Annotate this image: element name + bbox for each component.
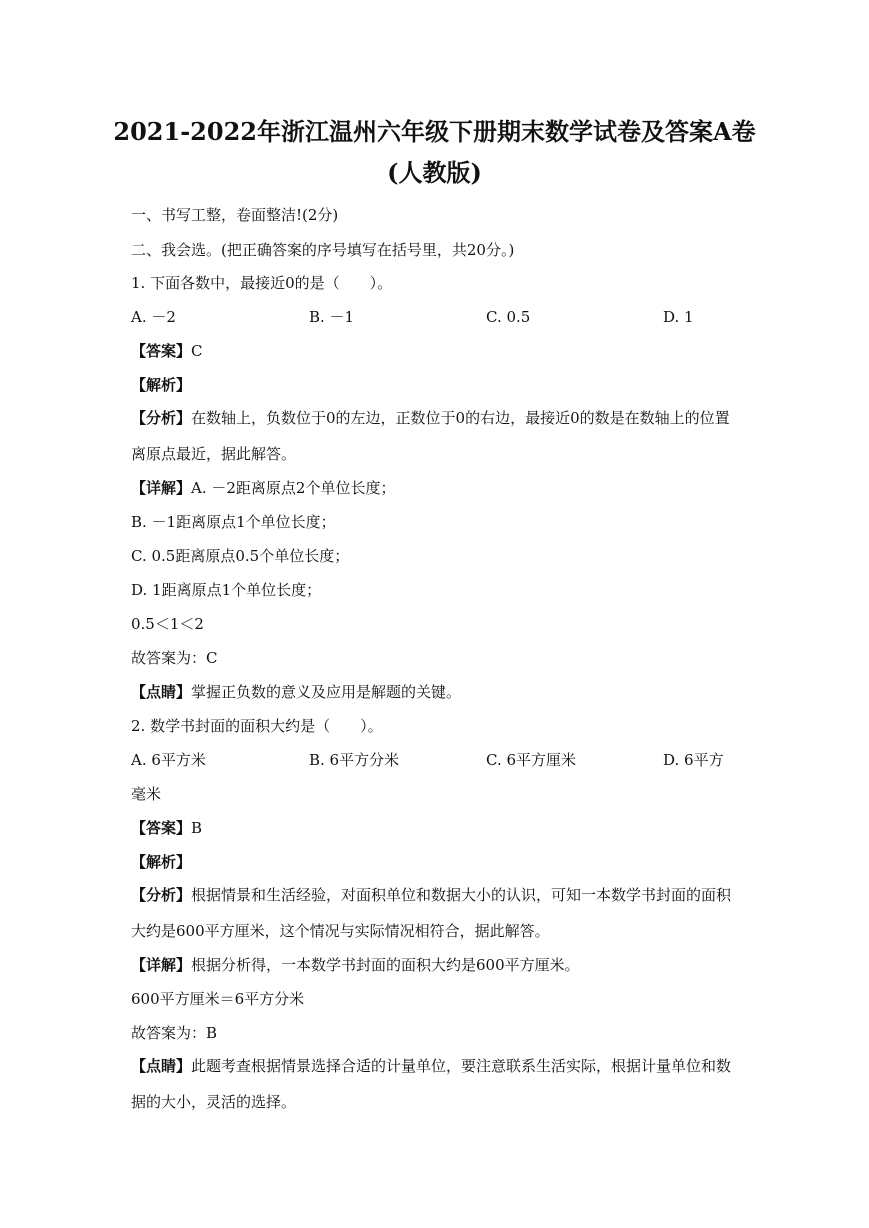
q1-compare: 0.5＜1＜2: [131, 615, 204, 633]
q1-fenxi-text: 在数轴上，负数位于0的左边，正数位于0的右边，最接近0的数是在数轴上的位置离原点最近，据此解答。: [131, 409, 730, 463]
section-handwriting: 一、书写工整，卷面整洁!(2分): [131, 206, 339, 224]
q2-fenxi-tag: 【分析】: [131, 886, 192, 904]
q2-analysis-tag: 【解析】: [131, 853, 192, 871]
q2-fenxi-text: 根据情景和生活经验，对面积单位和数据大小的认识，可知一本数学书封面的面积大约是600平方厘米，这个情况与实际情况相符合，据此解答。: [131, 886, 732, 940]
q2-option-d-wrap: 毫米: [131, 785, 162, 803]
q1-option-d: D. 1: [663, 308, 694, 326]
q1-xiangjie-text: A. －2距离原点2个单位长度；: [191, 479, 396, 497]
document-title-line1: 2021-2022年浙江温州六年级下册期末数学试卷及答案A卷: [113, 117, 756, 146]
q1-fenxi-tag: 【分析】: [131, 409, 192, 427]
q2-dianjing-tag: 【点睛】: [131, 1057, 192, 1075]
q1-xiangjie-tag: 【详解】: [131, 479, 192, 497]
q1-option-c: C. 0.5: [486, 308, 531, 326]
q2-option-c: C. 6平方厘米: [486, 751, 577, 769]
q2-convert: 600平方厘米＝6平方分米: [131, 990, 305, 1008]
q2-answer-tag: 【答案】: [131, 819, 192, 837]
q1-answer-value: C: [191, 342, 203, 360]
q1-line-c: C. 0.5距离原点0.5个单位长度；: [131, 547, 350, 565]
q1-dianjing: [131, 682, 461, 702]
q2-conclusion: 故答案为：B: [131, 1024, 218, 1042]
q1-fenxi: [131, 400, 743, 472]
q1-option-b: B. －1: [309, 308, 355, 326]
q1-xiangjie: [131, 478, 395, 498]
q1-analysis-tag: 【解析】: [131, 376, 192, 394]
q2-xiangjie-tag: 【详解】: [131, 956, 192, 974]
q2-option-b: B. 6平方分米: [309, 751, 400, 769]
q1-dianjing-tag: 【点睛】: [131, 683, 192, 701]
q2-dianjing-text: 此题考查根据情景选择合适的计量单位，要注意联系生活实际，根据计量单位和数据的大小，灵活的选择。: [131, 1057, 732, 1111]
q2-xiangjie: [131, 955, 580, 975]
q2-stem: 2. 数学书封面的面积大约是（ ）。: [131, 717, 383, 735]
q1-line-b: B. －1距离原点1个单位长度；: [131, 513, 336, 531]
q1-answer: [131, 341, 203, 361]
q1-option-a: A. －2: [131, 308, 176, 326]
q2-xiangjie-text: 根据分析得，一本数学书封面的面积大约是600平方厘米。: [191, 956, 580, 974]
q1-conclusion: 故答案为：C: [131, 649, 218, 667]
document-title-line2: (人教版): [387, 158, 482, 187]
q2-dianjing: [131, 1048, 743, 1120]
q1-answer-tag: 【答案】: [131, 342, 192, 360]
q1-stem: 1. 下面各数中，最接近0的是（ ）。: [131, 274, 393, 292]
q2-answer-value: B: [191, 819, 203, 837]
q2-answer: [131, 818, 202, 838]
q2-option-d: D. 6平方: [663, 751, 724, 769]
q2-option-a: A. 6平方米: [131, 751, 206, 769]
q1-dianjing-text: 掌握正负数的意义及应用是解题的关键。: [191, 683, 462, 701]
q2-fenxi: [131, 877, 743, 949]
section-choice: 二、我会选。(把正确答案的序号填写在括号里，共20分。): [131, 241, 515, 259]
q1-line-d: D. 1距离原点1个单位长度；: [131, 581, 322, 599]
